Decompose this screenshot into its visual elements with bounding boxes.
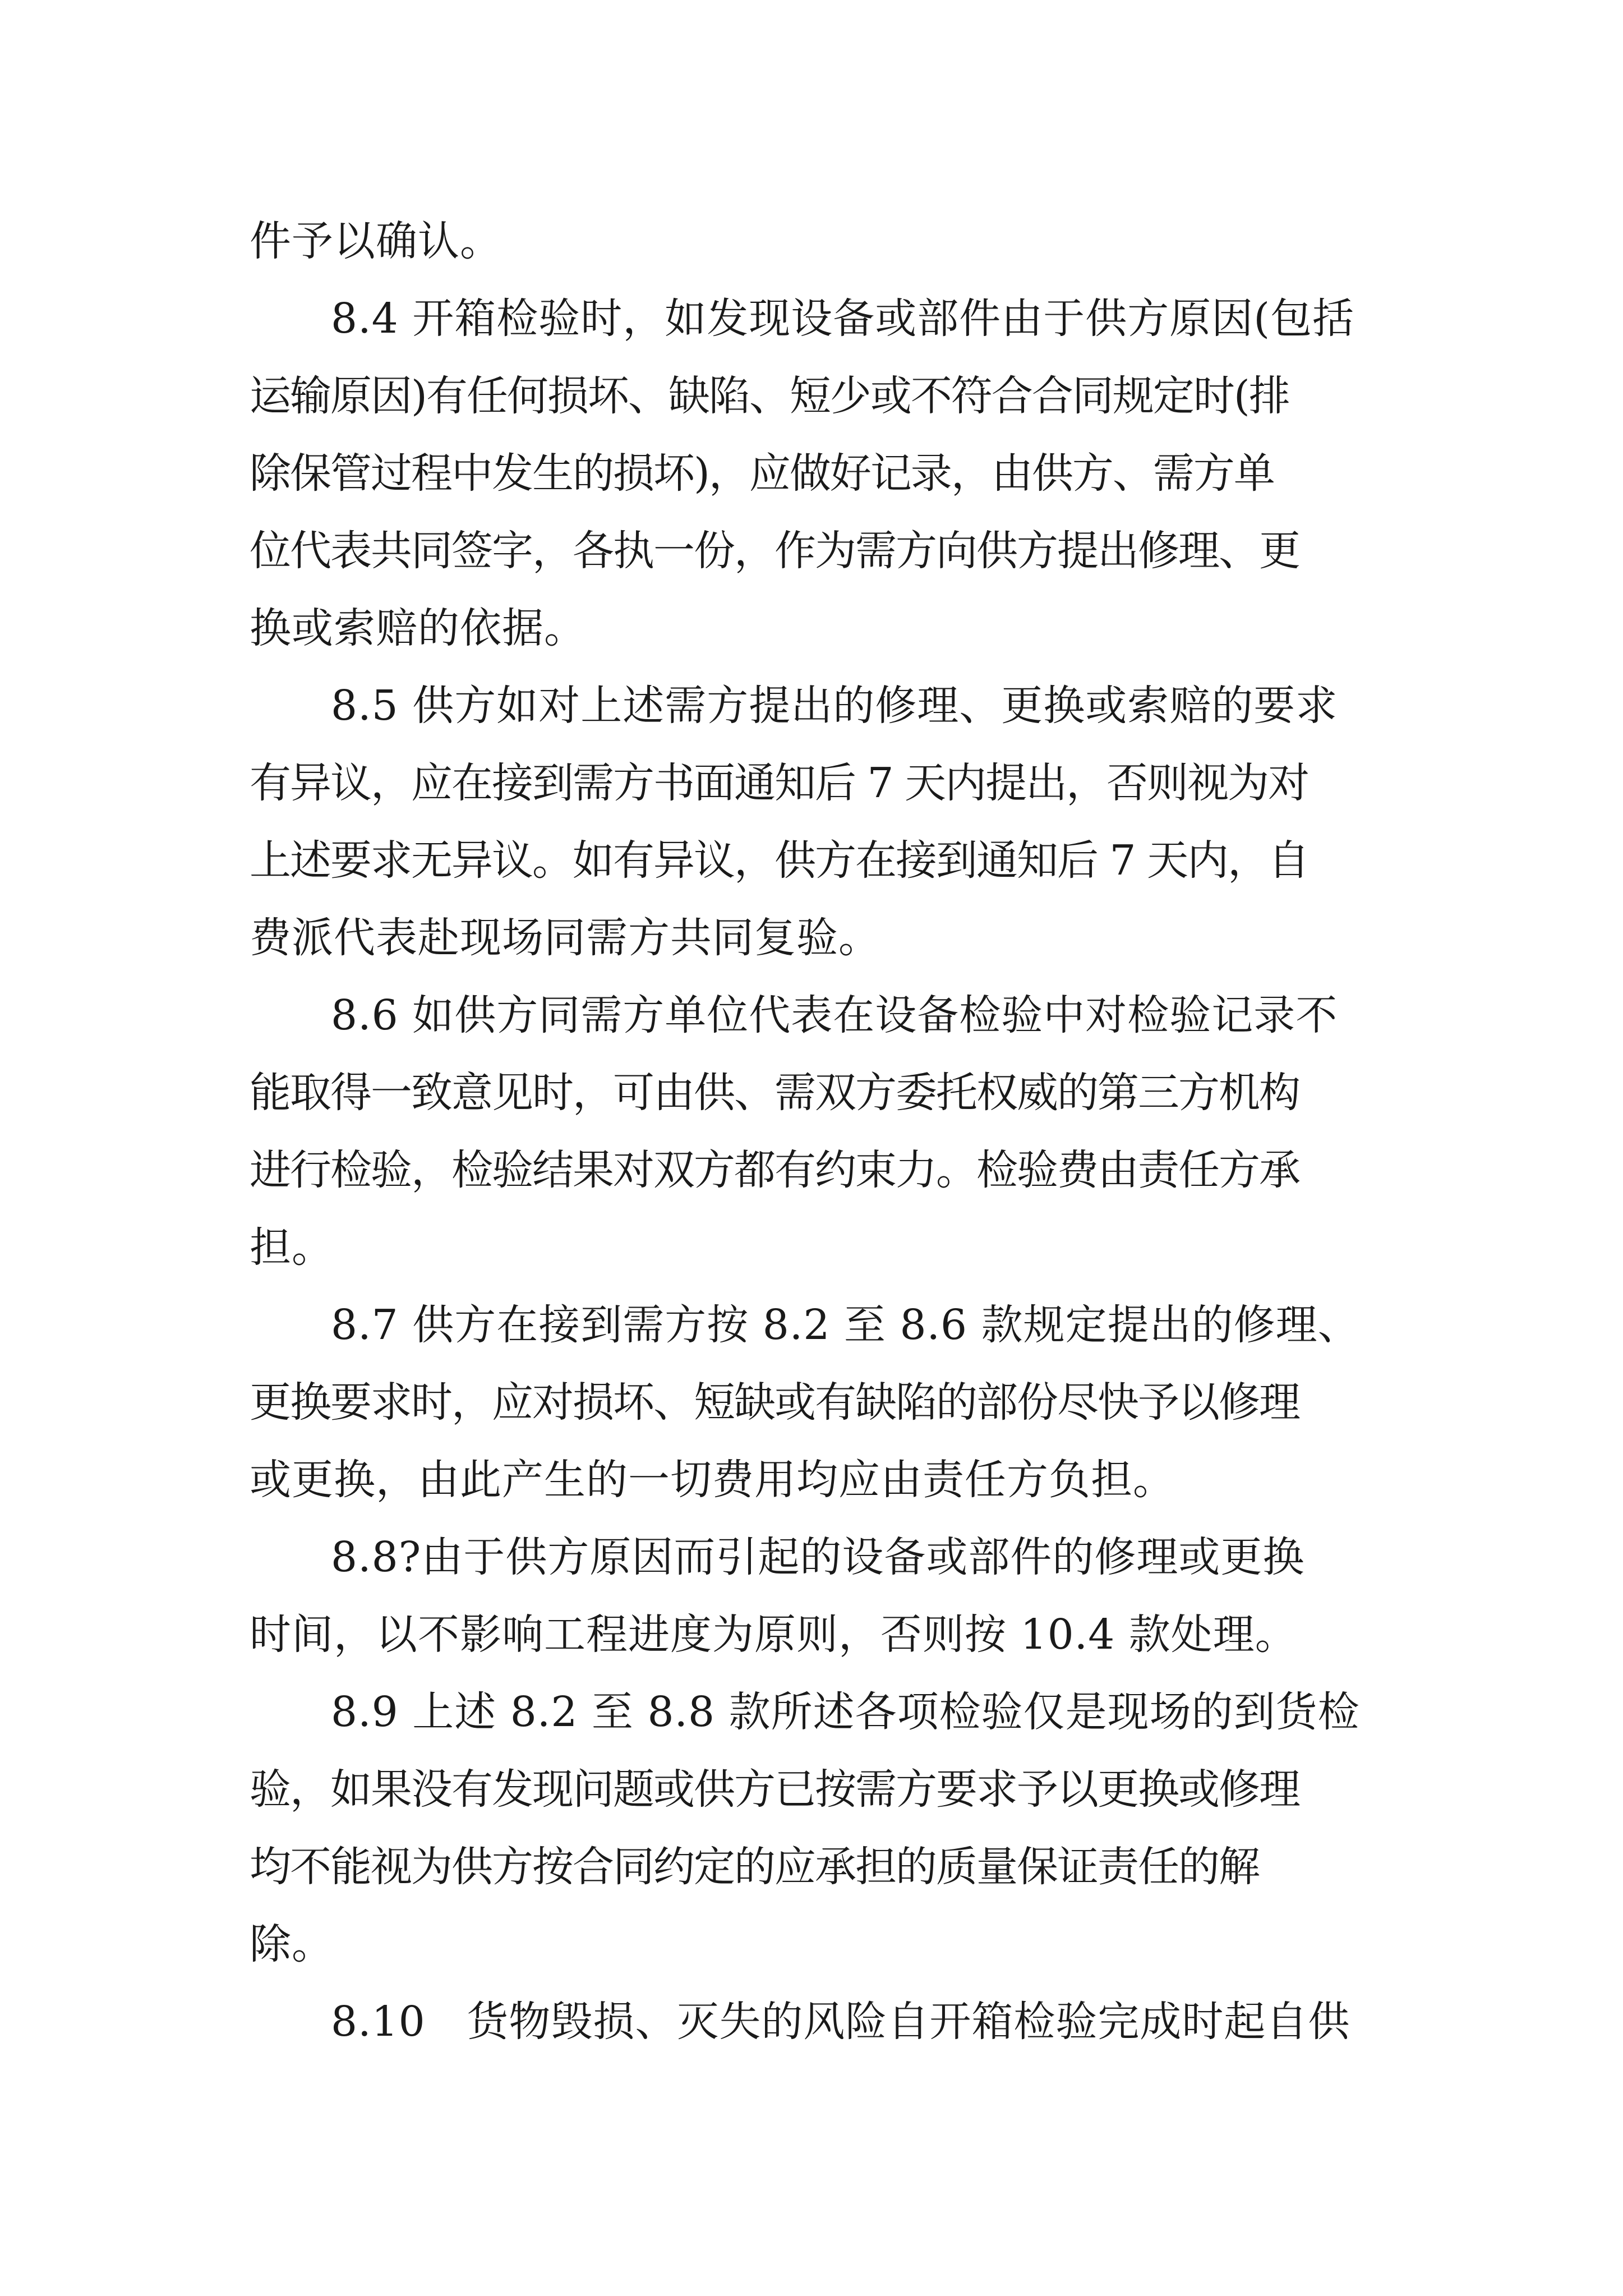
text-line: 验，如果没有发现问题或供方已按需方要求予以更换或修理 <box>250 1765 1299 1814</box>
text-line: 8.8?由于供方原因而引起的设备或部件的修理或更换 <box>331 1533 1305 1581</box>
text-line: 8.9 上述 8.2 至 8.8 款所述各项检验仅是现场的到货检 <box>331 1688 1360 1736</box>
text-line: 8.6 如供方同需方单位代表在设备检验中对检验记录不 <box>331 991 1338 1039</box>
text-line: 进行检验，检验结果对双方都有约束力。检验费由责任方承 <box>250 1146 1299 1194</box>
text-line: 时间，以不影响工程进度为原则，否则按 10.4 款处理。 <box>250 1611 1297 1659</box>
text-line: 8.4 开箱检验时，如发现设备或部件由于供方原因(包括 <box>331 295 1355 343</box>
text-line: 除。 <box>250 1920 334 1968</box>
text-line: 件予以确认。 <box>250 217 502 265</box>
text-line: 或更换，由此产生的一切费用均应由责任方负担。 <box>250 1456 1175 1504</box>
text-line: 8.7 供方在接到需方按 8.2 至 8.6 款规定提出的修理、 <box>331 1301 1360 1349</box>
text-line: 8.10 货物毁损、灭失的风险自开箱检验完成时起自供 <box>331 1998 1350 2046</box>
text-line: 能取得一致意见时，可由供、需双方委托权威的第三方机构 <box>250 1069 1299 1117</box>
text-line: 更换要求时，应对损坏、短缺或有缺陷的部份尽快予以修理 <box>250 1378 1299 1427</box>
text-line: 换或索赔的依据。 <box>250 604 586 652</box>
text-line: 费派代表赴现场同需方共同复验。 <box>250 914 880 962</box>
text-line: 位代表共同签字，各执一份，作为需方向供方提出修理、更 <box>250 527 1299 575</box>
text-line: 均不能视为供方按合同约定的应承担的质量保证责任的解 <box>250 1843 1259 1891</box>
text-line: 上述要求无异议。如有异议，供方在接到通知后 7 天内，自 <box>250 836 1309 885</box>
text-line: 8.5 供方如对上述需方提出的修理、更换或索赔的要求 <box>331 682 1338 730</box>
text-line: 有异议，应在接到需方书面通知后 7 天内提出，否则视为对 <box>250 759 1309 807</box>
text-line: 除保管过程中发生的损坏)，应做好记录，由供方、需方单 <box>250 449 1274 498</box>
text-line: 运输原因)有任何损坏、缺陷、短少或不符合合同规定时(排 <box>250 372 1289 420</box>
text-line: 担。 <box>250 1223 334 1272</box>
